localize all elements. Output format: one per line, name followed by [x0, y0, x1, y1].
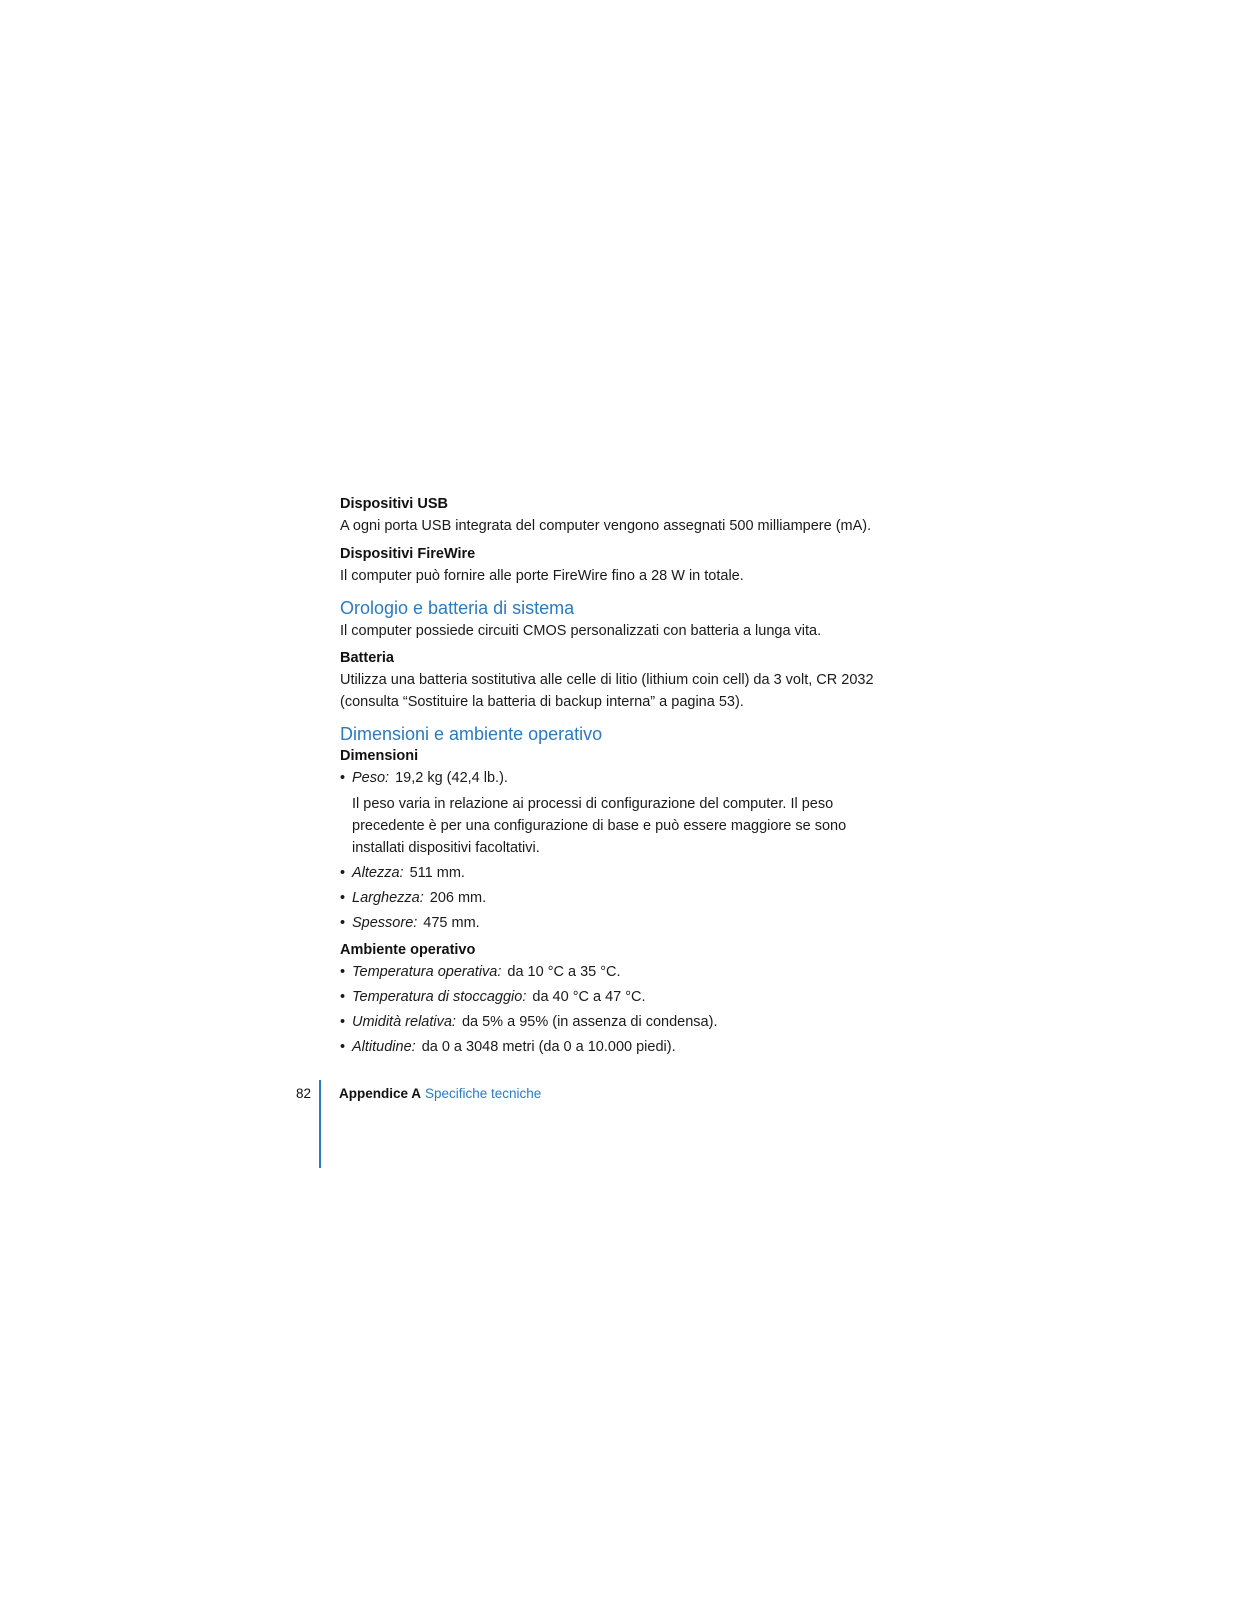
dimensions-heading: Dimensioni	[340, 748, 419, 764]
height-term: Altezza:	[352, 865, 404, 881]
weight-term: Peso:	[352, 770, 390, 786]
altitude-term: Altitudine:	[352, 1039, 416, 1055]
list-item-altitude	[340, 1036, 900, 1058]
depth-value: 475 mm.	[423, 915, 480, 931]
altitude-value: da 0 a 3048 metri (da 0 a 10.000 piedi).	[421, 1039, 676, 1055]
dimensions-list	[340, 767, 900, 789]
weight-note: Il peso varia in relazione ai processi di configurazione del computer. Il peso precedente è per una configurazione di base e può essere maggiore se sono installati dispositivi facoltativi.	[352, 796, 847, 856]
width-term: Larghezza:	[352, 890, 424, 906]
clock-section-title: Orologio e batteria di sistema	[340, 598, 575, 618]
humidity-term: Umidità relativa:	[352, 1014, 456, 1030]
height-value: 511 mm.	[409, 865, 465, 881]
op-temp-value: da 10 °C a 35 °C.	[507, 964, 621, 980]
depth-term: Spessore:	[352, 915, 418, 931]
page-content	[340, 494, 900, 1061]
list-item-storage-temp	[340, 986, 900, 1008]
battery-text: Utilizza una batteria sostitutiva alle celle di litio (lithium coin cell) da 3 volt, CR 2032 (consulta “Sostituire la batteria di backup interna” a pagina 53).	[340, 672, 874, 710]
list-item-width	[340, 887, 900, 909]
list-item-weight	[340, 767, 900, 789]
firewire-text: Il computer può fornire alle porte FireWire fino a 28 W in totale.	[340, 568, 744, 584]
storage-temp-value: da 40 °C a 47 °C.	[532, 989, 646, 1005]
weight-value: 19,2 kg (42,4 lb.).	[395, 770, 508, 786]
usb-text: A ogni porta USB integrata del computer vengono assegnati 500 milliampere (mA).	[340, 518, 872, 534]
list-item-op-temp	[340, 961, 900, 983]
page-number: 82	[296, 1086, 312, 1101]
usb-heading: Dispositivi USB	[340, 496, 448, 512]
battery-heading: Batteria	[340, 650, 394, 666]
clock-text: Il computer possiede circuiti CMOS personalizzati con batteria a lunga vita.	[340, 623, 822, 639]
footer-section-label: Specifiche tecniche	[425, 1086, 542, 1101]
environment-heading: Ambiente operativo	[340, 942, 476, 958]
list-item-humidity	[340, 1011, 900, 1033]
dimensions-list-continued	[340, 862, 900, 934]
dimensions-section-title: Dimensioni e ambiente operativo	[340, 724, 603, 744]
op-temp-term: Temperatura operativa:	[352, 964, 502, 980]
list-item-depth	[340, 912, 900, 934]
environment-list	[340, 961, 900, 1058]
list-item-height	[340, 862, 900, 884]
footer-divider	[319, 1080, 321, 1168]
humidity-value: da 5% a 95% (in assenza di condensa).	[461, 1014, 718, 1030]
page-footer	[0, 1080, 1237, 1170]
width-value: 206 mm.	[429, 890, 487, 906]
firewire-heading: Dispositivi FireWire	[340, 546, 476, 562]
storage-temp-term: Temperatura di stoccaggio:	[352, 989, 527, 1005]
footer-appendix-label: Appendice A	[339, 1086, 422, 1101]
